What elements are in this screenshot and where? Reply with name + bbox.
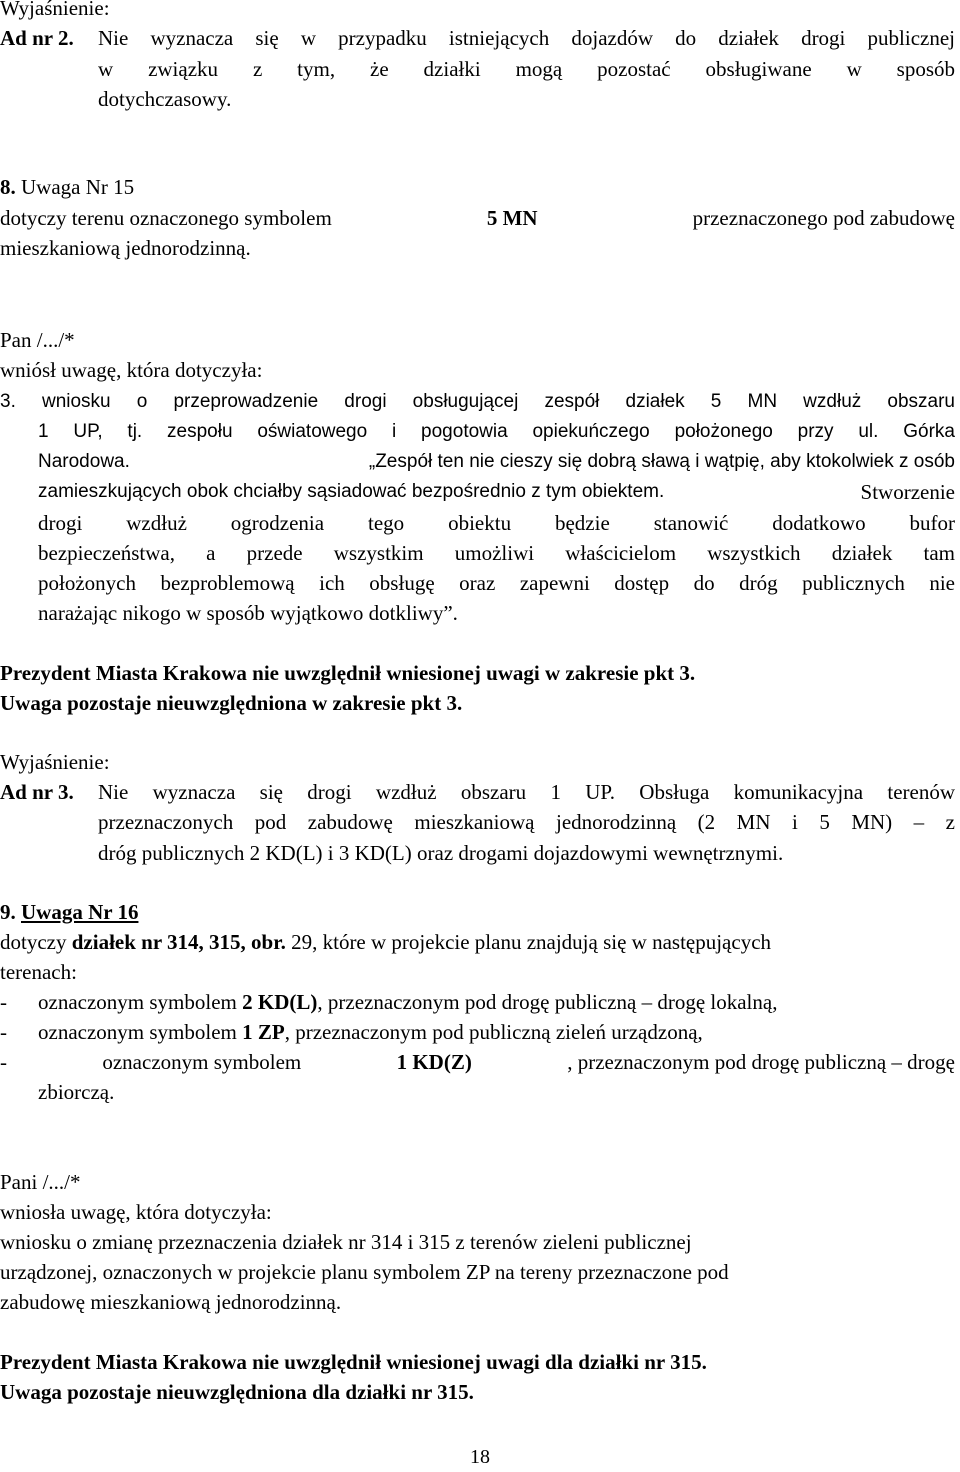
remark-content-line: narażając nikogo w sposób wyjątkowo dotkliwy”. [38,601,458,625]
remark-content-line: zabudowę mieszkaniową jednorodzinną. [0,1290,342,1314]
bullet-dash: - [0,1020,7,1044]
ad-number: Ad nr 3. [0,780,74,804]
ad-text-line: dróg publicznych 2 KD(L) i 3 KD(L) oraz drogami dojazdowymi wewnętrznymi. [98,841,784,865]
remark-content-line: drogi wzdłuż ogrodzenia tego obiektu będzie stanowić dodatkowo bufor [38,511,955,535]
symbol-text: 5 MN [486,206,538,230]
remark-content-line: wniosku o zmianę przeznaczenia działek nr 314 i 315 z terenów zieleni publicznej [0,1230,692,1254]
text-span: Stworzenie [860,480,955,504]
decision-line: Uwaga pozostaje nieuwzględniona w zakresie pkt 3. [0,691,463,715]
remark-title-text: Uwaga Nr 15 [21,175,135,199]
remark-intro: wniosła uwagę, która dotyczyła: [0,1200,272,1224]
text-span: , przeznaczonym pod drogę publiczną – drogę [567,1050,955,1074]
explanation-heading: Wyjaśnienie: [0,750,110,774]
remark-title-text: Uwaga Nr 16 [21,900,139,924]
bullet-dash: - [0,1050,7,1074]
bullet-dash: - [0,990,7,1014]
text-span: dotyczy [0,930,67,954]
text-span: „Zespół ten nie cieszy się dobrą sławą i wątpię, aby ktokolwiek z osób [368,451,955,472]
remark-number: 8. [0,175,16,199]
decision-line: Prezydent Miasta Krakowa nie uwzględnił wniesionej uwagi w zakresie pkt 3. [0,661,696,685]
text-span: oznaczonym symbolem [38,1020,237,1044]
person-label: Pan /.../* [0,328,75,352]
text-span: , przeznaczonym pod publiczną zieleń urządzoną, [284,1020,703,1044]
remark-content-line: położonych bezproblemową ich obsługę oraz zapewni dostęp do dróg publicznych nie [38,571,955,595]
remark-content-line [38,478,955,506]
symbol-text: 1 ZP [242,1020,285,1044]
text-span: dotyczy terenu oznaczonego symbolem [0,206,332,230]
remark-subject-line: mieszkaniową jednorodzinną. [0,236,251,260]
remark-content-line: bezpieczeństwa, a przede wszystkim umożliwi właścicielom wszystkich działek tam [38,541,955,565]
bullet-continuation: zbiorczą. [38,1080,115,1104]
remark-content-line: 1 UP, tj. zespołu oświatowego i pogotowia opiekuńczego położonego przy ul. Górka [38,421,955,442]
ad-text-line: Nie wyznacza się drogi wzdłuż obszaru 1 UP. Obsługa komunikacyjna terenów [98,780,955,804]
text-span: zamieszkujących obok chciałby sąsiadować bezpośrednio z tym obiektem. [38,481,665,502]
remark-content-line: 3. wniosku o przeprowadzenie drogi obsługującej zespół działek 5 MN wzdłuż obszaru [0,391,955,412]
decision-line: Prezydent Miasta Krakowa nie uwzględnił wniesionej uwagi dla działki nr 315. [0,1350,707,1374]
ad-text-line: przeznaczonych pod zabudowę mieszkaniową jednorodzinną (2 MN i 5 MN) – z [98,810,955,834]
text-span: przeznaczonego pod zabudowę [692,206,955,230]
ad-number: Ad nr 2. [0,26,74,50]
ad-label [0,24,74,52]
remark-subject-line: terenach: [0,960,77,984]
remark-title [0,898,138,926]
person-label: Pani /.../* [0,1170,81,1194]
text-span: oznaczonym symbolem [38,990,237,1014]
bullet-item [0,1048,955,1076]
parcel-numbers: działek nr 314, 315, obr. [71,930,286,954]
remark-number: 9. [0,900,16,924]
bullet-item [0,988,777,1016]
text-span: oznaczonym symbolem [102,1050,302,1074]
explanation-heading: Wyjaśnienie: [0,0,110,20]
remark-intro: wniósł uwagę, która dotyczyła: [0,358,263,382]
remark-content-line: urządzonej, oznaczonych w projekcie planu symbolem ZP na tereny przeznaczone pod [0,1260,729,1284]
bullet-item [0,1018,703,1046]
remark-subject-line [0,928,771,956]
page-number: 18 [470,1446,490,1468]
remark-content-line [38,448,955,476]
ad-label [0,778,74,806]
remark-title [0,173,134,201]
text-span: , przeznaczonym pod drogę publiczną – drogę lokalną, [317,990,778,1014]
text-span: 29, które w projekcie planu znajdują się w następujących [291,930,772,954]
text-span: Narodowa. [38,451,130,472]
decision-line: Uwaga pozostaje nieuwzględniona dla działki nr 315. [0,1380,474,1404]
ad-text-line: dotychczasowy. [98,87,232,111]
ad-text-line: w związku z tym, że działki mogą pozostać obsługiwane w sposób [98,57,955,81]
remark-subject-line [0,204,955,232]
symbol-text: 2 KD(L) [242,990,318,1014]
symbol-text: 1 KD(Z) [396,1050,472,1074]
ad-text-line: Nie wyznacza się w przypadku istniejących dojazdów do działek drogi publicznej [98,26,955,50]
